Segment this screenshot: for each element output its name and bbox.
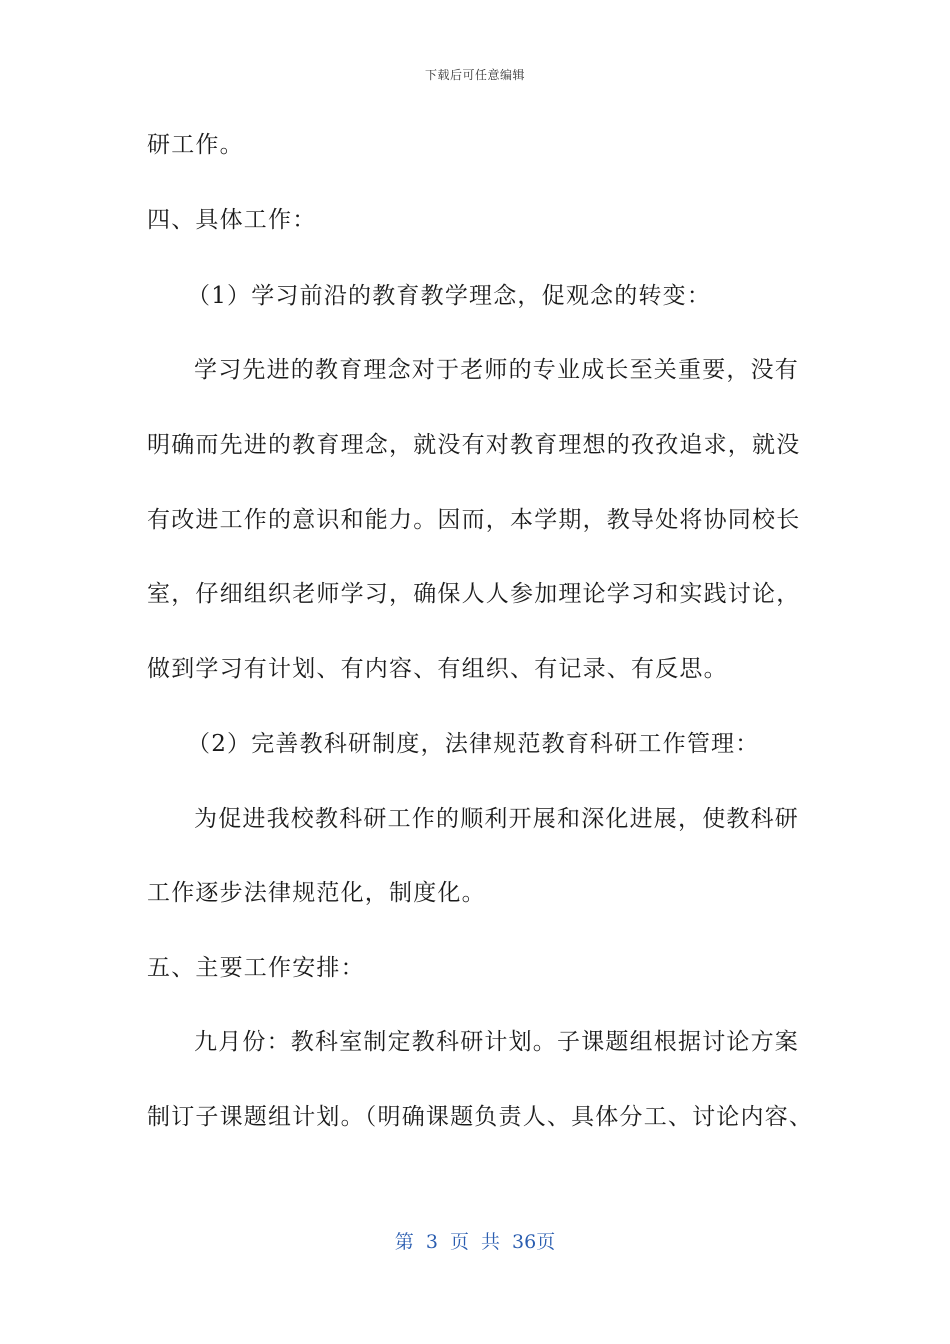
body-line: 为促进我校教科研工作的顺利开展和深化进展，使教科研 [194,806,799,832]
page-number-footer: 第 3 页 共 36页 [394,1231,556,1253]
section-heading: 五、主要工作安排： [147,955,365,981]
body-line: 做到学习有计划、有内容、有组织、有记录、有反思。 [147,656,728,682]
header-note: 下载后可任意编辑 [424,68,525,82]
body-line: 研工作。 [147,132,244,158]
body-line: 制订子课题组计划。（明确课题负责人、具体分工、讨论内容、 [147,1104,814,1130]
body-line: 九月份：教科室制定教科研计划。子课题组根据讨论方案 [194,1029,799,1055]
subsection-heading: （2）完善教科研制度，法律规范教育科研工作管理： [187,731,760,757]
body-line: 室，仔细组织老师学习，确保人人参加理论学习和实践讨论， [147,581,801,607]
body-line: 明确而先进的教育理念，就没有对教育理想的孜孜追求，就没 [147,432,801,458]
body-line: 学习先进的教育理念对于老师的专业成长至关重要，没有 [194,357,799,383]
section-heading: 四、具体工作： [147,207,317,233]
body-line: 工作逐步法律规范化，制度化。 [147,880,486,906]
subsection-heading: （1）学习前沿的教育教学理念，促观念的转变： [187,283,712,309]
body-line: 有改进工作的意识和能力。因而，本学期，教导处将协同校长 [147,507,801,533]
